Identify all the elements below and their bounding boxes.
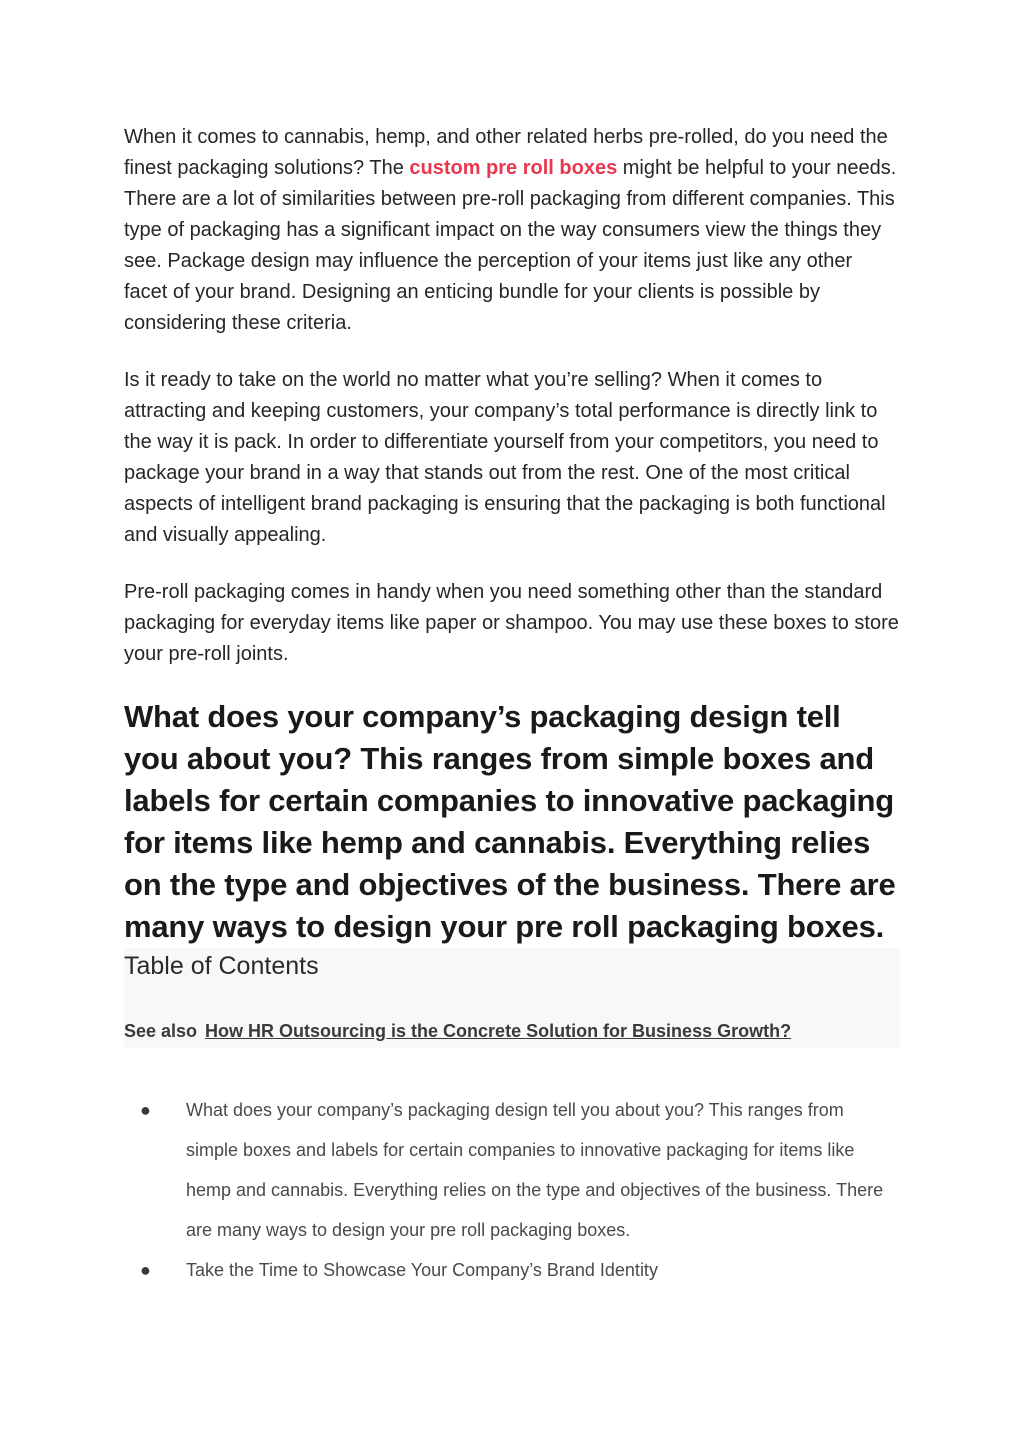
see-also-label: See also bbox=[124, 1021, 198, 1041]
document-page bbox=[124, 122, 900, 1290]
toc-item-label: Take the Time to Showcase Your Company’s Brand Identity bbox=[186, 1260, 658, 1280]
second-paragraph: Is it ready to take on the world no matter what you’re selling? When it comes to attracting and keeping customers, your company’s total performance is directly link to the way it is pack. In order to differentiate yourself from your competitors, you need to package your brand in a way that stands out from the rest. One of the most critical aspects of intelligent brand packaging is ensuring that the packaging is both functional and visually appealing. bbox=[124, 369, 886, 546]
bullet-icon: ● bbox=[140, 1260, 151, 1280]
table-of-contents-box bbox=[124, 948, 900, 1048]
third-paragraph: Pre-roll packaging comes in handy when you need something other than the standard packaging for everyday items like paper or shampoo. You may use these boxes to store your pre-roll joints. bbox=[124, 581, 899, 665]
see-also-line bbox=[124, 1018, 791, 1044]
custom-pre-roll-boxes-link[interactable]: custom pre roll boxes bbox=[409, 157, 618, 179]
toc-item-label: What does your company’s packaging design tell you about you? This ranges from simple boxes and labels for certain companies to innovative packaging for items like hemp and cannabis. Everything relies on the type and objectives of the business. There are many ways to design your pre roll packaging boxes. bbox=[186, 1100, 884, 1240]
intro-text-before-link: When it comes to cannabis, hemp, and other related herbs pre-rolled, do you need the finest packaging solutions? The bbox=[124, 126, 888, 179]
toc-item[interactable] bbox=[124, 1090, 900, 1250]
bullet-icon: ● bbox=[140, 1100, 151, 1120]
toc-item[interactable] bbox=[124, 1250, 900, 1290]
see-also-link[interactable]: How HR Outsourcing is the Concrete Solution for Business Growth? bbox=[205, 1021, 792, 1041]
toc-list bbox=[124, 1090, 900, 1290]
intro-paragraph bbox=[124, 122, 900, 339]
intro-text-after-link: might be helpful to your needs. There are a lot of similarities between pre-roll packaging from different companies. This type of packaging has a significant impact on the way consumers view the things they see. Package design may influence the perception of your items just like any other facet of your brand. Designing an enticing bundle for your clients is possible by considering these criteria. bbox=[124, 157, 897, 334]
section-heading: What does your company’s packaging design tell you about you? This ranges from simple boxes and labels for certain companies to innovative packaging for items like hemp and cannabis. Everything relies on the type and objectives of the business. There are many ways to design your pre roll packaging boxes. bbox=[124, 699, 896, 944]
toc-title: Table of Contents bbox=[124, 952, 319, 980]
